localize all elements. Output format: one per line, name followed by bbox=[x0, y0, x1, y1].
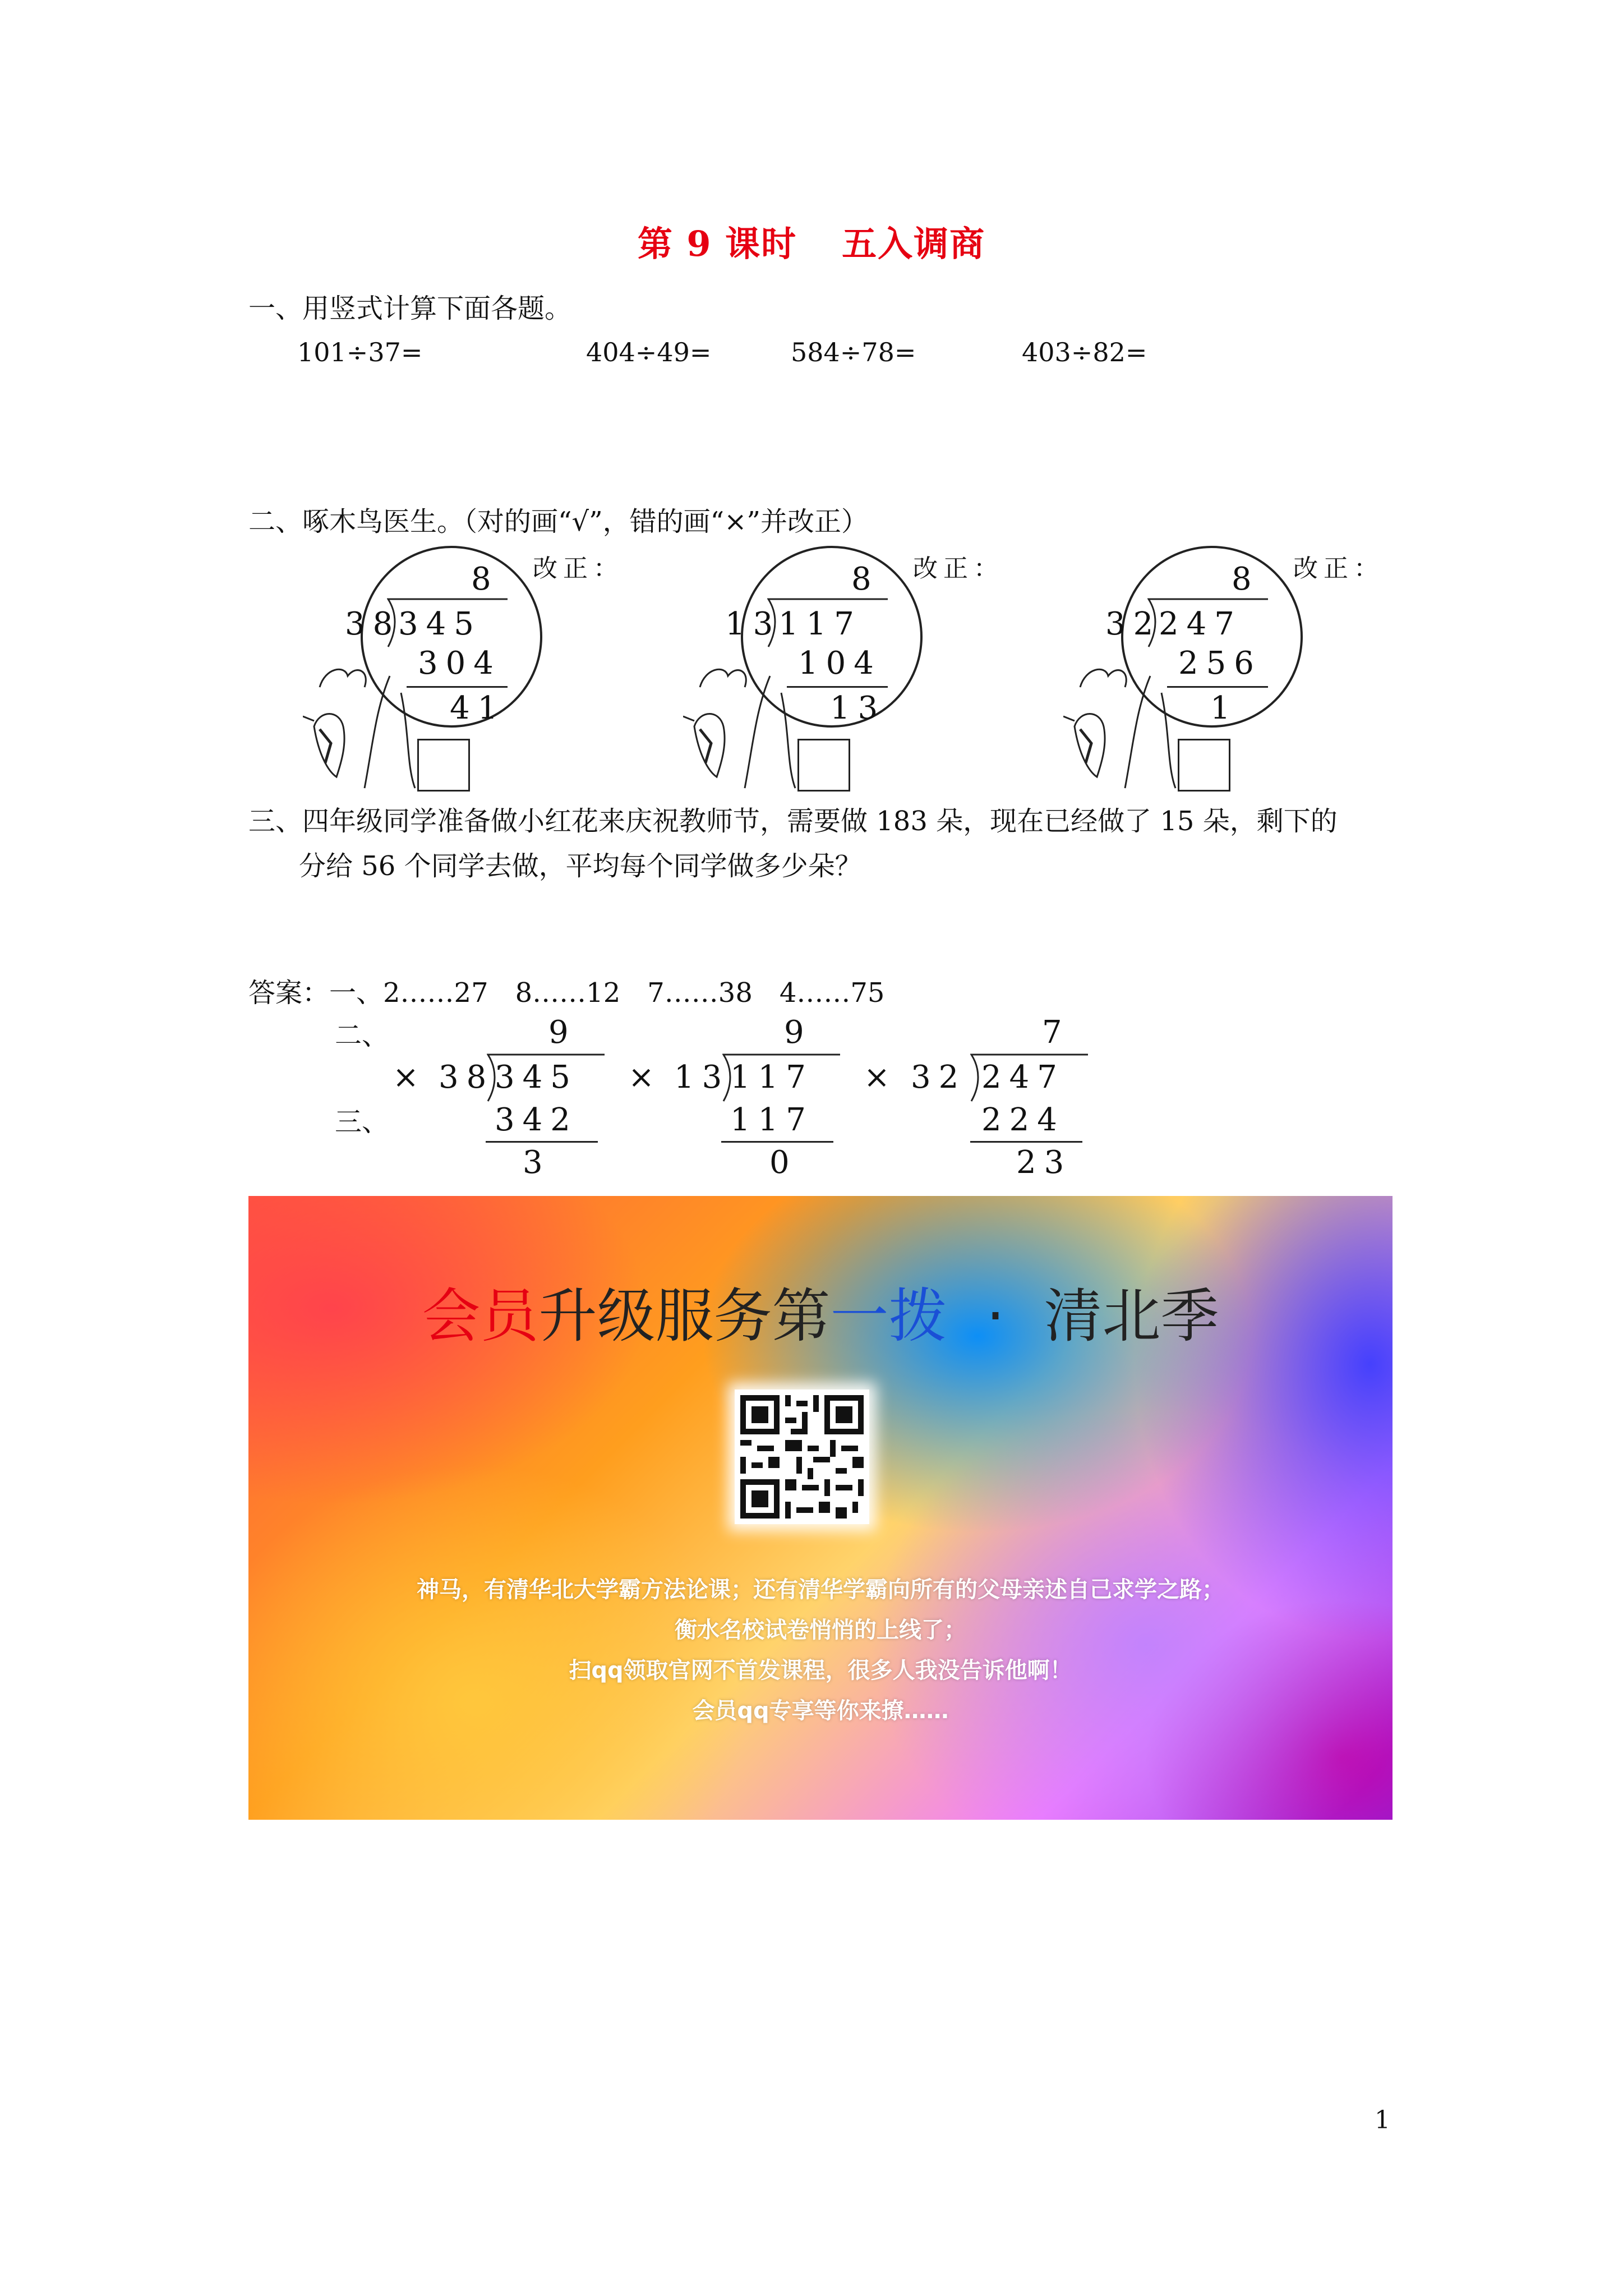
banner-line-2: 衡水名校试卷悄悄的上线了； bbox=[675, 1617, 966, 1643]
quotient-1: 8 bbox=[471, 561, 499, 597]
answer-line-1 bbox=[486, 1141, 598, 1143]
answer-remainder-3: 23 bbox=[1016, 1144, 1072, 1181]
subtraction-line-1 bbox=[407, 686, 508, 688]
problem-3: 584÷78= bbox=[791, 337, 916, 367]
fix-label-2: 改正： bbox=[913, 554, 1004, 583]
qr-code-icon bbox=[735, 1389, 869, 1524]
remainder-1: 41 bbox=[450, 690, 506, 726]
fix-label-3: 改正： bbox=[1293, 554, 1384, 583]
banner-line-1: 神马，有清华北大学霸方法论课；还有清华学霸向所有的父母亲述自己求学之路； bbox=[417, 1577, 1224, 1603]
quotient-3: 8 bbox=[1232, 561, 1260, 597]
product-2: 104 bbox=[798, 645, 882, 682]
product-3: 256 bbox=[1178, 645, 1262, 682]
dividend-3: 247 bbox=[1159, 606, 1242, 642]
divisor-3: 32 bbox=[1105, 606, 1161, 642]
dividend-1: 345 bbox=[398, 606, 482, 642]
answer-product-3: 224 bbox=[981, 1102, 1065, 1138]
answers-label-2: 二、 bbox=[335, 1020, 389, 1051]
verdict-box-3[interactable] bbox=[1178, 739, 1230, 792]
banner-line-3: 扫qq领取官网不首发课程，很多人我没告诉他啊！ bbox=[569, 1658, 1072, 1683]
answer-product-2: 117 bbox=[730, 1102, 814, 1138]
problem-2: 404÷49= bbox=[586, 337, 712, 367]
title-lesson: 第 9 课时 bbox=[637, 223, 797, 264]
banner-title-end: 清北季 bbox=[1044, 1282, 1219, 1350]
remainder-2: 13 bbox=[830, 690, 886, 726]
promo-banner[interactable] bbox=[248, 1196, 1393, 1820]
verdict-box-2[interactable] bbox=[797, 739, 850, 792]
answers-line1: 答案：一、2……27 8……12 7……38 4……75 bbox=[248, 977, 885, 1009]
problem-4: 403÷82= bbox=[1022, 337, 1147, 367]
answer-dividend-1: 345 bbox=[495, 1059, 578, 1096]
remainder-3: 1 bbox=[1210, 690, 1238, 726]
banner-title-blue: 一拨 bbox=[830, 1282, 947, 1350]
woodpecker-case-3 bbox=[1063, 541, 1433, 805]
section3-line1: 三、四年级同学准备做小红花来庆祝教师节，需要做 183 朵，现在已经做了 15 朵，剩下的 bbox=[248, 806, 1338, 837]
section3-line2: 分给 56 个同学去做，平均每个同学做多少朵？ bbox=[299, 850, 862, 882]
answer-quotient-2: 9 bbox=[784, 1014, 812, 1051]
answer-dividend-3: 247 bbox=[981, 1059, 1065, 1096]
woodpecker-case-1 bbox=[303, 541, 673, 805]
answer-mark-2: × bbox=[628, 1059, 662, 1096]
title-topic: 五入调商 bbox=[842, 223, 986, 264]
product-1: 304 bbox=[418, 645, 501, 682]
answer-divisor-3: 32 bbox=[911, 1059, 967, 1096]
divisor-1: 38 bbox=[345, 606, 401, 642]
answer-divisor-1: 38 bbox=[439, 1059, 495, 1096]
qr-code[interactable] bbox=[735, 1389, 869, 1524]
answer-quotient-1: 9 bbox=[548, 1014, 577, 1051]
quotient-2: 8 bbox=[851, 561, 879, 597]
answer-line-3 bbox=[970, 1141, 1082, 1143]
subtraction-line-3 bbox=[1167, 686, 1268, 688]
answer-division-2 bbox=[628, 1010, 841, 1189]
answer-remainder-1: 3 bbox=[523, 1144, 551, 1181]
answer-dividend-2: 117 bbox=[730, 1059, 814, 1096]
divisor-2: 13 bbox=[725, 606, 781, 642]
banner-line-4: 会员qq专享等你来撩…… bbox=[692, 1698, 949, 1724]
answer-division-1 bbox=[393, 1010, 606, 1189]
answer-remainder-2: 0 bbox=[769, 1144, 797, 1181]
answer-mark-1: × bbox=[393, 1059, 427, 1096]
answer-division-3 bbox=[864, 1010, 1099, 1189]
answer-quotient-3: 7 bbox=[1042, 1014, 1070, 1051]
answer-line-2 bbox=[721, 1141, 833, 1143]
page-number: 1 bbox=[1375, 2106, 1390, 2134]
answer-product-1: 342 bbox=[495, 1102, 578, 1138]
banner-title-dot: · bbox=[986, 1282, 1005, 1350]
subtraction-line-2 bbox=[787, 686, 888, 688]
section2-heading: 二、啄木鸟医生。（对的画“√”，错的画“×”并改正） bbox=[248, 506, 868, 537]
banner-title-red: 会员 bbox=[422, 1282, 539, 1350]
verdict-box-1[interactable] bbox=[417, 739, 470, 792]
banner-title bbox=[248, 1269, 1393, 1353]
page-title bbox=[0, 216, 1623, 266]
problem-1: 101÷37= bbox=[297, 337, 423, 367]
answer-mark-3: × bbox=[864, 1059, 898, 1096]
answers-label-3: 三、 bbox=[335, 1106, 389, 1138]
dividend-2: 117 bbox=[778, 606, 862, 642]
answer-divisor-2: 13 bbox=[674, 1059, 730, 1096]
banner-title-mid: 升级服务第 bbox=[538, 1282, 831, 1350]
fix-label-1: 改正： bbox=[533, 554, 624, 583]
section1-heading: 一、用竖式计算下面各题。 bbox=[248, 293, 572, 324]
woodpecker-case-2 bbox=[683, 541, 1053, 805]
